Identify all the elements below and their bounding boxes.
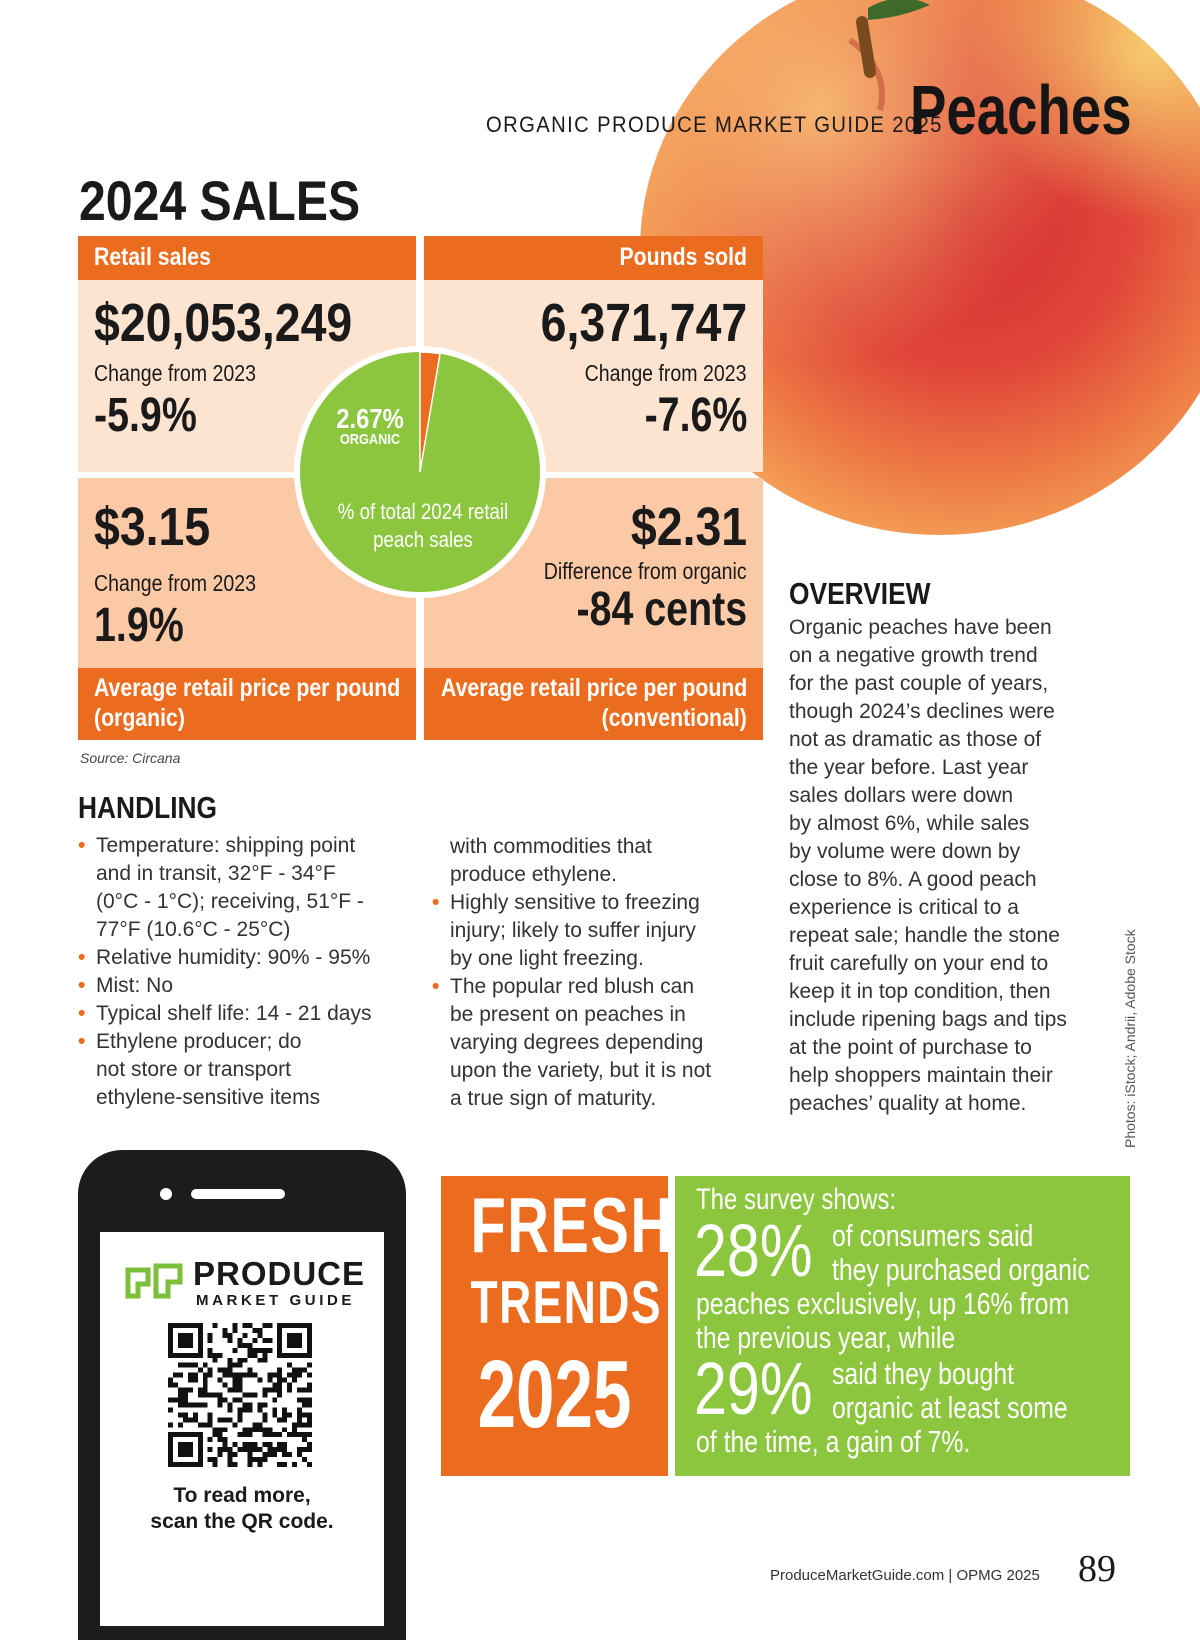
handling-item: • Highly sensitive to freezing <box>432 889 772 917</box>
fresh-trends-year: 2025 <box>477 1341 632 1448</box>
qr-caption-line2: scan the QR code. <box>150 1510 334 1533</box>
handling-list-1 <box>78 832 418 1112</box>
photo-credit: Photos: iStock; Andrii, Adobe Stock <box>1122 929 1138 1148</box>
retail-sales-change-label: Change from 2023 <box>94 360 256 386</box>
phone-speaker <box>191 1189 285 1199</box>
conventional-diff-label: Difference from organic <box>544 558 747 584</box>
pmg-brand-line2: MARKET GUIDE <box>196 1292 356 1309</box>
overview-line: for the past couple of years, <box>789 672 1049 695</box>
fresh-trends-line1: FRESH <box>470 1181 674 1269</box>
handling-item: injury; likely to suffer injury <box>450 919 696 942</box>
handling-item: by one light freezing. <box>450 947 644 970</box>
handling-item: • Mist: No <box>78 972 418 1000</box>
survey-stat2-line1: said they bought <box>832 1356 1015 1391</box>
handling-item: be present on peaches in <box>450 1003 686 1026</box>
handling-item: • Typical shelf life: 14 - 21 days <box>78 1000 418 1028</box>
overview-line: keep it in top condition, then <box>789 980 1051 1003</box>
pie-percent: 2.67% <box>336 403 404 434</box>
overview-line: by volume were down by <box>789 840 1021 863</box>
overview-line: close to 8%. A good peach <box>789 868 1037 891</box>
organic-price-label-2: (organic) <box>94 704 185 732</box>
handling-item: • Ethylene producer; do <box>78 1028 418 1056</box>
overview-body <box>789 614 1129 1118</box>
organic-price-value: $3.15 <box>94 497 211 557</box>
organic-price-footer <box>78 668 416 740</box>
conventional-price-footer <box>424 668 763 740</box>
retail-sales-value: $20,053,249 <box>94 293 353 353</box>
footer-site[interactable]: ProduceMarketGuide.com | OPMG 2025 <box>770 1567 1040 1584</box>
pounds-sold-change: -7.6% <box>644 389 747 442</box>
pounds-sold-label: Pounds sold <box>619 243 747 271</box>
handling-item: a true sign of maturity. <box>450 1087 657 1110</box>
handling-item: with commodities that <box>450 835 652 858</box>
fresh-trends-line2: TRENDS <box>470 1269 662 1336</box>
conventional-price-value: $2.31 <box>630 497 747 557</box>
handling-item: upon the variety, but it is not <box>450 1059 712 1082</box>
handling-list-2 <box>432 833 772 1113</box>
source-note: Source: Circana <box>80 750 181 766</box>
overview-line: help shoppers maintain their <box>789 1064 1053 1087</box>
handling-item: • Temperature: shipping point <box>78 832 418 860</box>
conventional-price-label-2: (conventional) <box>601 704 747 732</box>
qr-code[interactable] <box>168 1323 312 1467</box>
pie-caption <box>334 498 513 554</box>
pie-organic-label: ORGANIC <box>339 431 401 448</box>
pmg-logo-icon <box>124 1262 184 1302</box>
overview-line: though 2024’s declines were <box>789 700 1055 723</box>
handling-item: produce ethylene. <box>450 863 617 886</box>
pounds-sold-value: 6,371,747 <box>540 293 747 353</box>
overview-line: sales dollars were down <box>789 784 1014 807</box>
survey-heading: The survey shows: <box>696 1183 897 1216</box>
overview-line: experience is critical to a <box>789 896 1019 919</box>
qr-caption <box>100 1483 384 1535</box>
fruit-title: Peaches <box>910 71 1132 149</box>
survey-line7: of the time, a gain of 7%. <box>696 1424 971 1459</box>
overview-line: not as dramatic as those of <box>789 728 1042 751</box>
survey-stat2: 29% <box>694 1347 813 1430</box>
overview-line: fruit carefully on your end to <box>789 952 1049 975</box>
pie-caption-line1: % of total 2024 retail <box>337 499 509 524</box>
overview-line: the year before. Last year <box>789 756 1029 779</box>
organic-price-change-label: Change from 2023 <box>94 570 256 596</box>
overview-line: on a negative growth trend <box>789 644 1038 667</box>
conventional-price-label-1: Average retail price per pound <box>440 674 747 702</box>
survey-stat1: 28% <box>694 1209 813 1292</box>
survey-line3: peaches exclusively, up 16% from <box>696 1286 1070 1321</box>
overview-title: OVERVIEW <box>789 576 931 611</box>
pmg-brand-line1: PRODUCE <box>193 1255 366 1292</box>
retail-sales-header <box>78 236 416 280</box>
phone-camera-dot <box>160 1188 172 1200</box>
handling-item: ethylene-sensitive items <box>96 1086 321 1109</box>
handling-item: 77°F (10.6°C - 25°C) <box>96 918 291 941</box>
pounds-sold-change-label: Change from 2023 <box>585 360 747 386</box>
overview-line: by almost 6%, while sales <box>789 812 1030 835</box>
retail-sales-change: -5.9% <box>94 389 197 442</box>
conventional-diff: -84 cents <box>576 583 747 636</box>
organic-price-label-1: Average retail price per pound <box>94 674 401 702</box>
guide-title: ORGANIC PRODUCE MARKET GUIDE 2025 <box>486 112 943 137</box>
qr-caption-line1: To read more, <box>173 1484 311 1507</box>
sales-title: 2024 SALES <box>79 169 361 232</box>
organic-share-pie <box>293 345 547 599</box>
handling-item: and in transit, 32°F - 34°F <box>96 862 336 885</box>
overview-line: repeat sale; handle the stone <box>789 924 1060 947</box>
handling-item: • Relative humidity: 90% - 95% <box>78 944 418 972</box>
survey-line4: the previous year, while <box>696 1320 956 1355</box>
survey-stat1-line2: they purchased organic <box>832 1252 1090 1287</box>
page-number: 89 <box>1078 1548 1116 1590</box>
handling-item: varying degrees depending <box>450 1031 704 1054</box>
handling-title: HANDLING <box>78 790 218 825</box>
overview-line: Organic peaches have been <box>789 616 1052 639</box>
handling-item: (0°C - 1°C); receiving, 51°F - <box>96 890 364 913</box>
overview-line: peaches’ quality at home. <box>789 1092 1027 1115</box>
survey-stat2-line2: organic at least some <box>832 1390 1068 1425</box>
survey-stat1-line1: of consumers said <box>832 1218 1034 1253</box>
overview-line: include ripening bags and tips <box>789 1008 1067 1031</box>
retail-sales-label: Retail sales <box>94 243 211 271</box>
overview-line: at the point of purchase to <box>789 1036 1032 1059</box>
handling-item: • The popular red blush can <box>432 973 772 1001</box>
pie-caption-line2: peach sales <box>373 527 473 552</box>
handling-item: not store or transport <box>96 1058 291 1081</box>
organic-price-change: 1.9% <box>94 599 184 652</box>
pounds-sold-header <box>424 236 763 280</box>
